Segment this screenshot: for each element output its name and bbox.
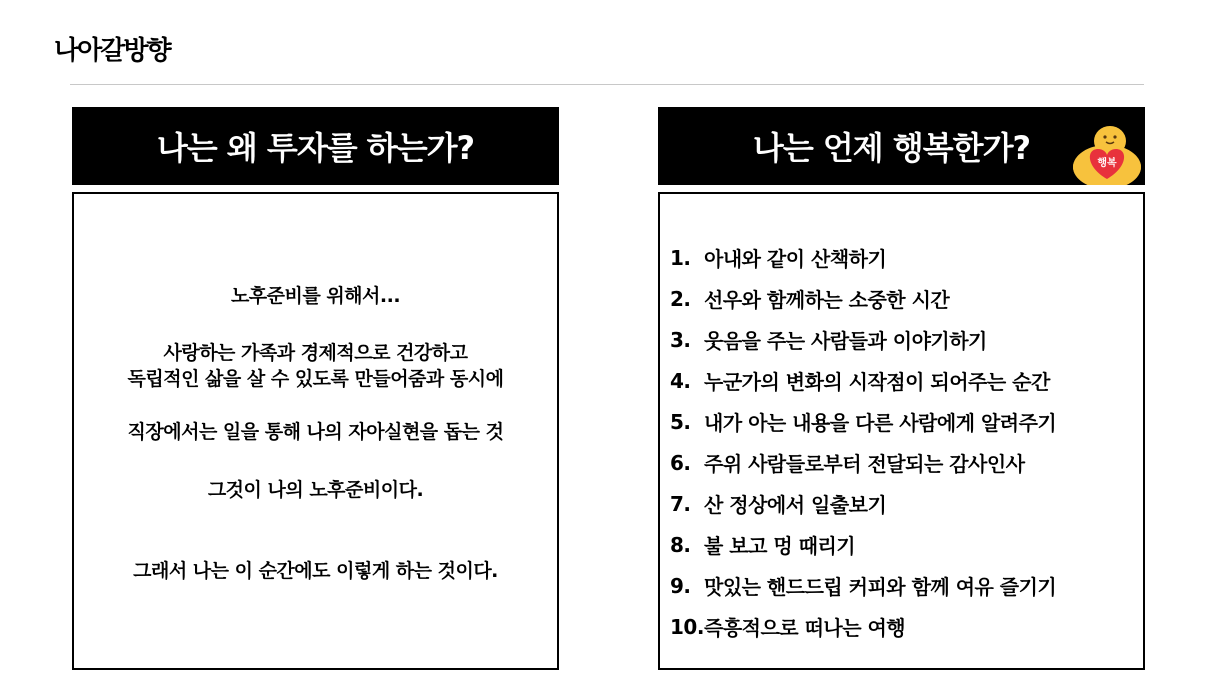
item-text: 선우와 함께하는 소중한 시간 [704, 288, 950, 312]
list-item [670, 606, 1056, 647]
happy-list [670, 237, 1056, 647]
invest-panel-body [72, 192, 559, 670]
item-number: 6. [670, 450, 691, 475]
item-text: 산 정상에서 일출보기 [704, 493, 887, 517]
happy-mascot-icon [1072, 119, 1142, 185]
page-title: 나아갈방향 [54, 36, 170, 66]
invest-line: 직장에서는 일을 통해 나의 자아실현을 돕는 것 [127, 421, 504, 443]
item-text: 맛있는 핸드드립 커피와 함께 여유 즐기기 [704, 575, 1057, 599]
item-number: 3. [670, 327, 691, 352]
list-item [670, 278, 1056, 319]
invest-panel-title: 나는 왜 투자를 하는가? [156, 129, 475, 167]
item-text: 웃음을 주는 사람들과 이야기하기 [704, 329, 987, 353]
list-item [670, 401, 1056, 442]
invest-panel-header [72, 107, 559, 185]
invest-line: 사랑하는 가족과 경제적으로 건강하고 [163, 342, 468, 364]
list-item [670, 565, 1056, 606]
invest-line: 노후준비를 위해서... [230, 285, 401, 307]
item-text: 누군가의 변화의 시작점이 되어주는 순간 [704, 370, 1050, 394]
item-number: 8. [670, 532, 691, 557]
item-number: 10. [670, 614, 704, 639]
item-number: 7. [670, 491, 691, 516]
item-text: 즉흥적으로 떠나는 여행 [704, 616, 906, 640]
list-item [670, 442, 1056, 483]
happy-panel-body [658, 192, 1145, 670]
item-text: 불 보고 멍 때리기 [704, 534, 856, 558]
list-item [670, 524, 1056, 565]
list-item [670, 237, 1056, 278]
item-number: 1. [670, 245, 691, 270]
item-number: 4. [670, 368, 691, 393]
title-divider [70, 84, 1144, 85]
item-text: 주위 사람들로부터 전달되는 감사인사 [704, 452, 1025, 476]
mascot-badge-text: 행복 [1097, 158, 1117, 169]
item-number: 5. [670, 409, 691, 434]
happy-panel-title: 나는 언제 행복한가? [752, 129, 1031, 167]
invest-line: 그래서 나는 이 순간에도 이렇게 하는 것이다. [133, 560, 498, 582]
list-item [670, 360, 1056, 401]
item-text: 내가 아는 내용을 다른 사람에게 알려주기 [704, 411, 1057, 435]
list-item [670, 319, 1056, 360]
item-text: 아내와 같이 산책하기 [704, 247, 887, 271]
item-number: 9. [670, 573, 691, 598]
item-number: 2. [670, 286, 691, 311]
invest-line: 그것이 나의 노후준비이다. [207, 479, 424, 501]
list-item [670, 483, 1056, 524]
invest-line: 독립적인 삶을 살 수 있도록 만들어줌과 동시에 [127, 368, 504, 390]
